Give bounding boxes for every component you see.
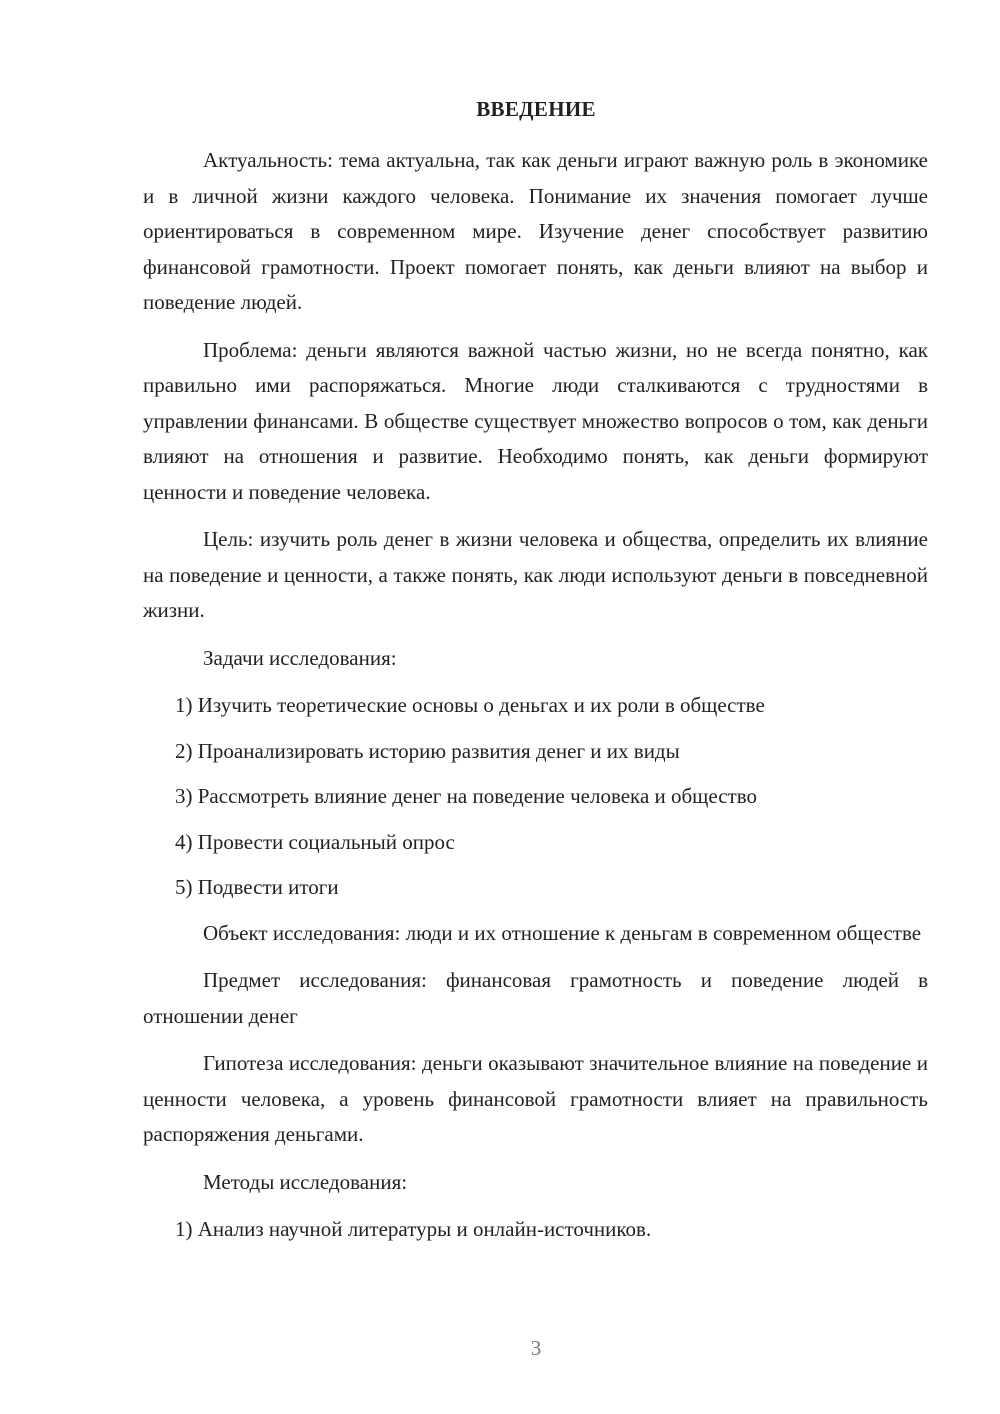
list-item: 4) Провести социальный опрос	[175, 829, 455, 854]
list-item: 2) Проанализировать историю развития денег и их виды	[175, 738, 680, 763]
hypothesis-paragraph: Гипотеза исследования: деньги оказывают значительное влияние на поведение и ценности человека, а уровень финансовой грамотности влияет на правильность распоряжения деньгами.	[143, 1051, 928, 1146]
list-item: 3) Рассмотреть влияние денег на поведение человека и общество	[175, 784, 757, 808]
list-item: 1) Анализ научной литературы и онлайн-источников.	[175, 1217, 652, 1241]
document-body	[143, 143, 928, 1258]
methods-heading: Методы исследования:	[203, 1169, 408, 1194]
goal-paragraph: Цель: изучить роль денег в жизни человека и общества, определить их влияние на поведение и ценности, а также понять, как люди используют деньги в повседневной жизни.	[143, 527, 928, 622]
page-number: 3	[530, 1336, 542, 1360]
page-title: ВВЕДЕНИЕ	[476, 97, 596, 121]
methods-list	[143, 1212, 928, 1248]
subject-paragraph: Предмет исследования: финансовая грамотность и поведение людей в отношении денег	[143, 968, 928, 1028]
list-item: 5) Подвести итоги	[175, 875, 339, 899]
tasks-list	[143, 688, 928, 906]
problem-paragraph: Проблема: деньги являются важной частью жизни, но не всегда понятно, как правильно ими распоряжаться. Многие люди сталкиваются с трудностями в управлении финансами. В обществе существует множество вопросов о том, как деньги влияют на отношения и развитие. Необходимо понять, как деньги формируют ценности и поведение человека.	[143, 337, 928, 504]
tasks-heading: Задачи исследования:	[203, 645, 397, 670]
object-paragraph: Объект исследования: люди и их отношение к деньгам в современном обществе	[203, 920, 922, 945]
list-item: 1) Изучить теоретические основы о деньгах и их роли в обществе	[175, 693, 765, 717]
relevance-paragraph: Актуальность: тема актуальна, так как деньги играют важную роль в экономике и в личной жизни каждого человека. Понимание их значения помогает лучше ориентироваться в современном мире. Изучение денег способствует развитию финансовой грамотности. Проект помогает понять, как деньги влияют на выбор и поведение людей.	[143, 148, 928, 314]
